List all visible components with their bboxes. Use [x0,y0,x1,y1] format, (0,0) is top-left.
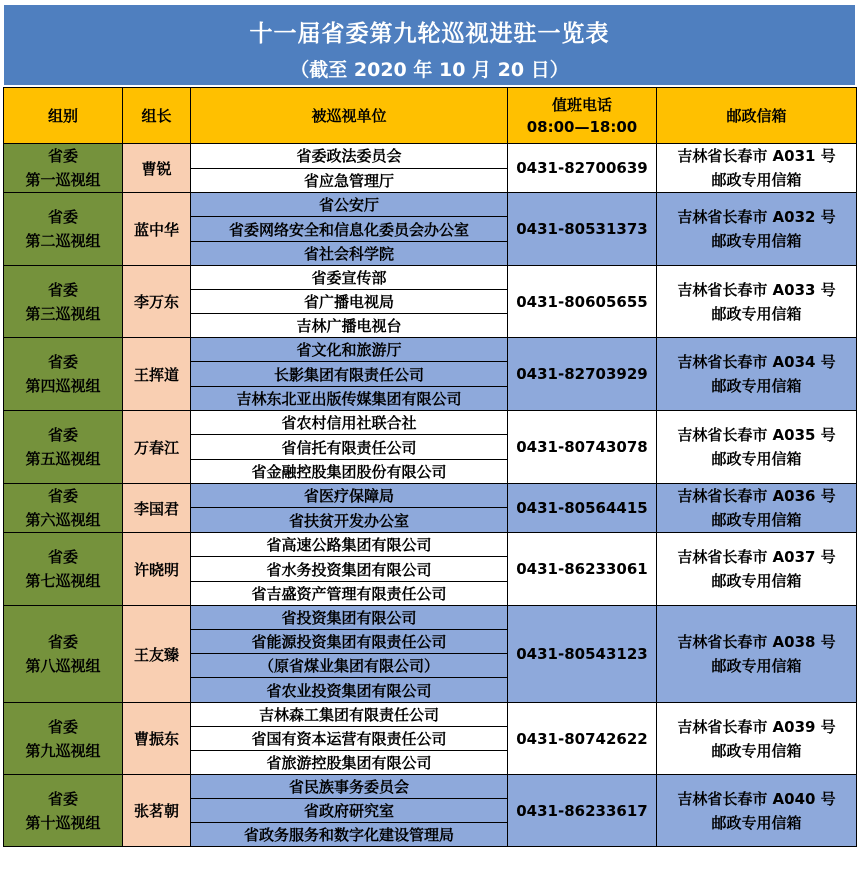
header-mailbox: 邮政信箱 [657,88,857,144]
duty-phone: 0431-80531373 [508,193,657,266]
inspected-unit: （原省煤业集团有限公司） [191,654,508,678]
mailbox-address: 吉林省长春市 A037 号 [677,548,836,566]
mailbox-address: 吉林省长春市 A035 号 [677,426,836,444]
inspected-unit: 省扶贫开发办公室 [191,508,508,533]
mailbox-type: 邮政专用信箱 [711,572,802,590]
postal-mailbox [657,703,857,775]
inspected-unit: 省社会科学院 [191,242,508,266]
group-name-line1: 省委 [47,633,78,651]
group-name-line1: 省委 [47,353,78,371]
group-name-line2: 第二巡视组 [25,232,101,250]
duty-phone: 0431-80742622 [508,703,657,775]
mailbox-address: 吉林省长春市 A032 号 [677,208,836,226]
mailbox-address: 吉林省长春市 A034 号 [677,353,836,371]
postal-mailbox [657,266,857,338]
inspected-unit: 省政务服务和数字化建设管理局 [191,823,508,847]
group-leader: 万春江 [123,411,191,484]
inspected-unit: 省文化和旅游厅 [191,338,508,362]
group-name-line2: 第八巡视组 [25,657,101,675]
duty-phone: 0431-86233061 [508,533,657,606]
postal-mailbox [657,606,857,703]
inspected-unit: 吉林森工集团有限责任公司 [191,703,508,727]
duty-phone: 0431-80605655 [508,266,657,338]
table-row [4,266,857,290]
group-name-line1: 省委 [47,717,78,736]
inspected-unit: 省吉盛资产管理有限责任公司 [191,582,508,606]
postal-mailbox [657,775,857,847]
inspected-unit: 省应急管理厅 [191,168,508,193]
inspected-unit: 省农业投资集团有限公司 [191,678,508,703]
group-name-line1: 省委 [47,789,78,808]
group-name-line2: 第五巡视组 [25,450,101,468]
group-leader: 蓝中华 [123,193,191,266]
header-phone-title: 值班电话 [551,95,612,114]
group-name-line2: 第十巡视组 [25,813,101,832]
table-row [4,338,857,362]
group-name-line1: 省委 [47,208,78,226]
inspected-unit: 省农村信用社联合社 [191,411,508,435]
group-name-line2: 第三巡视组 [25,304,101,323]
postal-mailbox [657,484,857,533]
group-name [4,703,123,775]
mailbox-address: 吉林省长春市 A039 号 [677,717,836,736]
duty-phone: 0431-80743078 [508,411,657,484]
mailbox-type: 邮政专用信箱 [711,450,802,468]
inspected-unit: 省民族事务委员会 [191,775,508,799]
inspected-unit: 省水务投资集团有限公司 [191,557,508,582]
inspected-unit: 省公安厅 [191,193,508,217]
inspected-unit: 省政府研究室 [191,799,508,823]
group-leader: 王挥道 [123,338,191,411]
duty-phone: 0431-82703929 [508,338,657,411]
group-name-line2: 第一巡视组 [25,171,101,189]
table-row [4,411,857,435]
page-title: 十一届省委第九轮巡视进驻一览表 [249,21,610,47]
group-name-line1: 省委 [47,548,78,566]
header-group: 组别 [4,88,123,144]
header-phone-hours: 08:00—18:00 [526,117,638,136]
inspected-unit: 省能源投资集团有限责任公司 [191,630,508,654]
group-name-line1: 省委 [47,426,78,444]
table-row [4,606,857,630]
inspected-unit: 省投资集团有限公司 [191,606,508,630]
inspected-unit: 吉林广播电视台 [191,314,508,338]
table-row [4,193,857,217]
group-name [4,144,123,193]
mailbox-type: 邮政专用信箱 [711,657,802,675]
inspected-unit: 省委网络安全和信息化委员会办公室 [191,217,508,242]
inspected-unit: 省旅游控股集团有限公司 [191,751,508,775]
inspected-unit: 省委政法委员会 [191,144,508,169]
mailbox-type: 邮政专用信箱 [711,741,802,760]
inspection-table [3,87,857,847]
group-leader: 王友臻 [123,606,191,703]
postal-mailbox [657,338,857,411]
inspected-unit: 省金融控股集团股份有限公司 [191,460,508,484]
group-name [4,484,123,533]
duty-phone: 0431-80543123 [508,606,657,703]
group-name-line2: 第九巡视组 [25,741,101,760]
group-name [4,775,123,847]
page-subtitle: （截至 2020 年 10 月 20 日） [290,59,569,81]
header-units: 被巡视单位 [191,88,508,144]
group-name [4,193,123,266]
group-leader: 李国君 [123,484,191,533]
mailbox-type: 邮政专用信箱 [711,377,802,395]
group-name [4,338,123,411]
group-leader: 曹振东 [123,703,191,775]
group-name-line2: 第六巡视组 [25,511,101,529]
table-row [4,775,857,799]
header-phone [508,88,657,144]
mailbox-address: 吉林省长春市 A036 号 [677,487,836,505]
mailbox-address: 吉林省长春市 A033 号 [677,280,836,299]
postal-mailbox [657,411,857,484]
group-name [4,533,123,606]
group-name-line1: 省委 [47,487,78,505]
mailbox-type: 邮政专用信箱 [711,232,802,250]
group-name-line2: 第四巡视组 [25,377,101,395]
table-row [4,144,857,169]
mailbox-address: 吉林省长春市 A038 号 [677,633,836,651]
postal-mailbox [657,533,857,606]
inspected-unit: 省委宣传部 [191,266,508,290]
title-block [3,4,856,86]
group-name [4,606,123,703]
group-name-line1: 省委 [47,147,78,165]
mailbox-type: 邮政专用信箱 [711,813,802,832]
group-leader: 许晓明 [123,533,191,606]
group-name-line2: 第七巡视组 [25,572,101,590]
mailbox-type: 邮政专用信箱 [711,171,802,189]
table-row [4,703,857,727]
table-row [4,484,857,508]
group-name [4,266,123,338]
mailbox-type: 邮政专用信箱 [711,511,802,529]
group-leader: 曹锐 [123,144,191,193]
mailbox-address: 吉林省长春市 A040 号 [677,789,836,808]
group-leader: 李万东 [123,266,191,338]
inspected-unit: 省高速公路集团有限公司 [191,533,508,557]
duty-phone: 0431-80564415 [508,484,657,533]
inspected-unit: 省广播电视局 [191,290,508,314]
duty-phone: 0431-82700639 [508,144,657,193]
inspected-unit: 吉林东北亚出版传媒集团有限公司 [191,387,508,411]
group-name [4,411,123,484]
duty-phone: 0431-86233617 [508,775,657,847]
header-leader: 组长 [123,88,191,144]
group-leader: 张茗朝 [123,775,191,847]
inspected-unit: 省医疗保障局 [191,484,508,508]
inspected-unit: 长影集团有限责任公司 [191,362,508,387]
inspected-unit: 省信托有限责任公司 [191,435,508,460]
group-name-line1: 省委 [47,280,78,299]
table-header-row [4,88,857,144]
table-row [4,533,857,557]
postal-mailbox [657,193,857,266]
mailbox-type: 邮政专用信箱 [711,304,802,323]
inspected-unit: 省国有资本运营有限责任公司 [191,727,508,751]
mailbox-address: 吉林省长春市 A031 号 [677,147,836,165]
postal-mailbox [657,144,857,193]
